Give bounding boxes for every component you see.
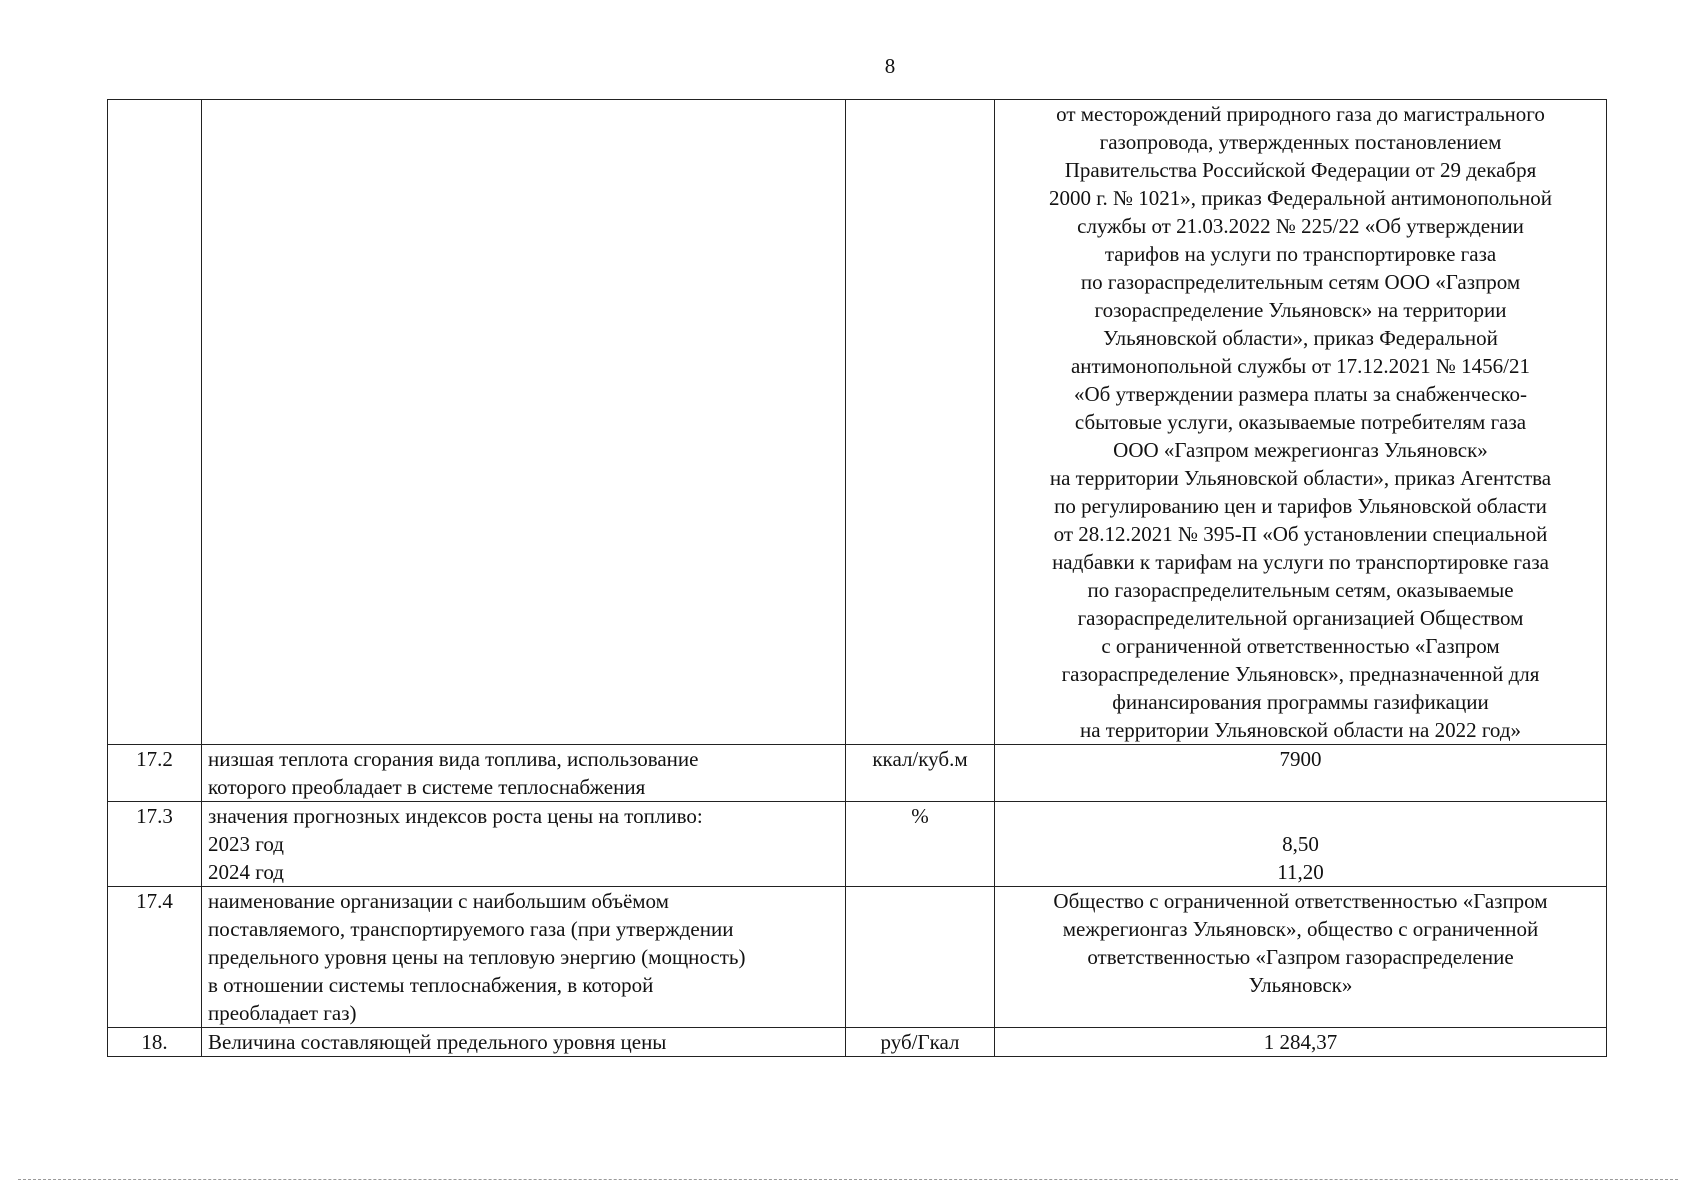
value-line: по газораспределительным сетям, оказываемые (1087, 578, 1514, 602)
value-line: по регулированию цен и тарифов Ульяновской области (1054, 494, 1547, 518)
page-number: 8 (884, 54, 896, 78)
row-number-cell: 17.2 (108, 745, 202, 802)
value-line: надбавки к тарифам на услуги по транспортировке газа (1052, 550, 1549, 574)
value-line: газораспределение Ульяновск», предназначенной для (1061, 662, 1540, 686)
indicator-name-line: преобладает газ) (208, 1001, 357, 1025)
table-row (108, 100, 1607, 745)
indicator-name-line: предельного уровня цены на тепловую энергию (мощность) (208, 945, 746, 969)
table-row (108, 1028, 1607, 1057)
value-line: антимонопольной службы от 17.12.2021 № 1456/21 (1070, 354, 1531, 378)
value-line: службы от 21.03.2022 № 225/22 «Об утверждении (1077, 214, 1524, 238)
value-line: 2000 г. № 1021», приказ Федеральной антимонопольной (1049, 186, 1552, 210)
value-line: 8,50 (1282, 832, 1319, 856)
indicator-name-line: значения прогнозных индексов роста цены на топливо: (208, 804, 703, 828)
value-line: «Об утверждении размера платы за снабженческо- (1074, 382, 1527, 406)
indicator-name-line: низшая теплота сгорания вида топлива, использование (208, 747, 699, 771)
value-line: 7900 (1279, 747, 1322, 771)
value-line: тарифов на услуги по транспортировке газа (1104, 242, 1497, 266)
value-line: Правительства Российской Федерации от 29 декабря (1064, 158, 1537, 182)
value-line: сбытовые услуги, оказываемые потребителям газа (1074, 410, 1527, 434)
unit-cell (846, 100, 995, 745)
row-number-cell (108, 100, 202, 745)
indicator-name-line: которого преобладает в системе теплоснабжения (208, 775, 646, 799)
value-line: с ограниченной ответственностью «Газпром (1101, 634, 1500, 658)
value-line: на территории Ульяновской области на 2022 год» (1079, 718, 1522, 742)
value-line: 11,20 (1277, 860, 1324, 884)
indicator-name-cell (202, 802, 846, 887)
indicator-name-line: 2024 год (208, 860, 284, 884)
table-row (108, 887, 1607, 1028)
indicator-name-line: поставляемого, транспортируемого газа (при утверждении (208, 917, 734, 941)
indicator-name-line: Величина составляющей предельного уровня цены (208, 1030, 667, 1054)
unit-cell: % (846, 802, 995, 887)
table-row (108, 802, 1607, 887)
indicator-name-line: наименование организации с наибольшим объёмом (208, 889, 669, 913)
value-line: газораспределительной организацией Обществом (1077, 606, 1524, 630)
value-line: ответственностью «Газпром газораспределение (1087, 945, 1514, 969)
value-line: межрегионгаз Ульяновск», общество с ограниченной (1062, 917, 1539, 941)
value-cell (995, 100, 1607, 745)
value-line: газопровода, утвержденных постановлением (1099, 130, 1502, 154)
value-cell (995, 1028, 1607, 1057)
indicator-name-line: 2023 год (208, 832, 284, 856)
row-number-cell: 18. (108, 1028, 202, 1057)
value-line: 1 284,37 (1263, 1030, 1338, 1054)
value-line: гозораспределение Ульяновск» на территории (1094, 298, 1507, 322)
value-line: Ульяновск» (1248, 973, 1353, 997)
value-line: ООО «Газпром межрегионгаз Ульяновск» (1113, 438, 1488, 462)
value-line: финансирования программы газификации (1112, 690, 1489, 714)
tariff-table (107, 99, 1607, 1057)
value-cell (995, 802, 1607, 887)
unit-cell: руб/Гкал (846, 1028, 995, 1057)
row-number-cell: 17.3 (108, 802, 202, 887)
value-line: по газораспределительным сетям ООО «Газпром (1080, 270, 1521, 294)
value-cell (995, 887, 1607, 1028)
unit-cell (846, 887, 995, 1028)
value-line: от 28.12.2021 № 395-П «Об установлении специальной (1053, 522, 1548, 546)
value-line: от месторождений природного газа до магистрального (1056, 102, 1545, 126)
tariff-table-body (108, 100, 1607, 1057)
value-line: на территории Ульяновской области», приказ Агентства (1049, 466, 1552, 490)
indicator-name-cell (202, 100, 846, 745)
value-line (1001, 802, 1600, 830)
table-row (108, 745, 1607, 802)
page-bottom-rule (18, 1179, 1678, 1180)
value-line: Ульяновской области», приказ Федеральной (1103, 326, 1498, 350)
indicator-name-line: в отношении системы теплоснабжения, в которой (208, 973, 654, 997)
row-number-cell: 17.4 (108, 887, 202, 1028)
unit-cell: ккал/куб.м (846, 745, 995, 802)
value-line: Общество с ограниченной ответственностью «Газпром (1053, 889, 1548, 913)
indicator-name-cell (202, 1028, 846, 1057)
value-cell (995, 745, 1607, 802)
indicator-name-cell (202, 745, 846, 802)
indicator-name-cell (202, 887, 846, 1028)
